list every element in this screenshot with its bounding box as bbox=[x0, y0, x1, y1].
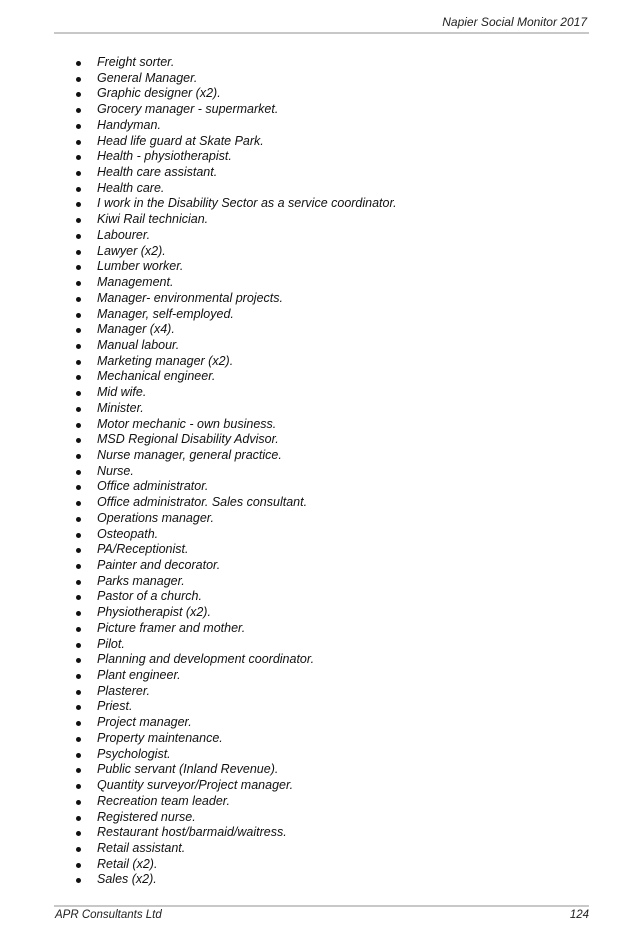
list-item-text: Nurse manager, general practice. bbox=[97, 447, 282, 462]
bullet-icon bbox=[76, 218, 81, 223]
list-item bbox=[56, 511, 576, 527]
occupation-list bbox=[56, 55, 576, 888]
bullet-icon bbox=[76, 816, 81, 821]
bullet-icon bbox=[76, 564, 81, 569]
list-item bbox=[56, 228, 576, 244]
list-item-text: Public servant (Inland Revenue). bbox=[97, 762, 279, 777]
list-item bbox=[56, 857, 576, 873]
list-item bbox=[56, 731, 576, 747]
bullet-icon bbox=[76, 423, 81, 428]
list-item-text: Manager- environmental projects. bbox=[97, 290, 283, 305]
list-item bbox=[56, 778, 576, 794]
list-item-text: Management. bbox=[97, 275, 174, 290]
list-item-text: Pastor of a church. bbox=[97, 589, 202, 604]
list-item-text: Project manager. bbox=[97, 715, 192, 730]
list-item-text: Kiwi Rail technician. bbox=[97, 212, 209, 227]
list-item bbox=[56, 181, 576, 197]
list-item-text: Restaurant host/barmaid/waitress. bbox=[97, 825, 287, 840]
bullet-icon bbox=[76, 281, 81, 286]
list-item bbox=[56, 102, 576, 118]
list-item-text: Physiotherapist (x2). bbox=[97, 605, 211, 620]
list-item-text: Grocery manager - supermarket. bbox=[97, 102, 279, 117]
list-item bbox=[56, 872, 576, 888]
list-item-text: Manager (x4). bbox=[97, 322, 175, 337]
bullet-icon bbox=[76, 627, 81, 632]
list-item bbox=[56, 684, 576, 700]
list-item-text: I work in the Disability Sector as a service coordinator. bbox=[97, 196, 397, 211]
list-item-text: Health - physiotherapist. bbox=[97, 149, 232, 164]
list-item bbox=[56, 747, 576, 763]
list-item bbox=[56, 637, 576, 653]
bullet-icon bbox=[76, 155, 81, 160]
list-item-text: Retail assistant. bbox=[97, 840, 186, 855]
bullet-icon bbox=[76, 517, 81, 522]
list-item-text: Planning and development coordinator. bbox=[97, 652, 315, 667]
bullet-icon bbox=[76, 313, 81, 318]
bullet-icon bbox=[76, 328, 81, 333]
list-item bbox=[56, 259, 576, 275]
list-item bbox=[56, 479, 576, 495]
footer-divider bbox=[54, 905, 589, 907]
bullet-icon bbox=[76, 753, 81, 758]
list-item-text: Motor mechanic - own business. bbox=[97, 416, 277, 431]
list-item bbox=[56, 574, 576, 590]
bullet-icon bbox=[76, 407, 81, 412]
list-item-text: Office administrator. Sales consultant. bbox=[97, 495, 308, 510]
bullet-icon bbox=[76, 595, 81, 600]
footer-page-number: 124 bbox=[569, 909, 589, 921]
bullet-icon bbox=[76, 391, 81, 396]
bullet-icon bbox=[76, 297, 81, 302]
list-item-text: Labourer. bbox=[97, 227, 151, 242]
list-item-text: Mechanical engineer. bbox=[97, 369, 216, 384]
bullet-icon bbox=[76, 344, 81, 349]
list-item-text: Office administrator. bbox=[97, 479, 209, 494]
list-item bbox=[56, 558, 576, 574]
bullet-icon bbox=[76, 548, 81, 553]
list-item bbox=[56, 55, 576, 71]
list-item bbox=[56, 212, 576, 228]
bullet-icon bbox=[76, 878, 81, 883]
header-divider bbox=[54, 32, 589, 34]
list-item bbox=[56, 354, 576, 370]
list-item bbox=[56, 149, 576, 165]
list-item-text: PA/Receptionist. bbox=[97, 542, 189, 557]
list-item-text: Parks manager. bbox=[97, 573, 185, 588]
list-item bbox=[56, 118, 576, 134]
bullet-icon bbox=[76, 187, 81, 192]
page-header-title: Napier Social Monitor 2017 bbox=[442, 15, 587, 29]
list-item-text: Recreation team leader. bbox=[97, 793, 230, 808]
list-item bbox=[56, 307, 576, 323]
list-item bbox=[56, 134, 576, 150]
list-item bbox=[56, 244, 576, 260]
bullet-icon bbox=[76, 77, 81, 82]
list-item-text: Graphic designer (x2). bbox=[97, 86, 221, 101]
bullet-icon bbox=[76, 234, 81, 239]
list-item-text: Painter and decorator. bbox=[97, 558, 221, 572]
list-item bbox=[56, 385, 576, 401]
bullet-icon bbox=[76, 705, 81, 710]
bullet-icon bbox=[76, 737, 81, 742]
list-item bbox=[56, 794, 576, 810]
list-item bbox=[56, 841, 576, 857]
bullet-icon bbox=[76, 470, 81, 475]
bullet-icon bbox=[76, 690, 81, 695]
list-item bbox=[56, 275, 576, 291]
list-item bbox=[56, 291, 576, 307]
list-item bbox=[56, 448, 576, 464]
bullet-icon bbox=[76, 250, 81, 255]
bullet-icon bbox=[76, 265, 81, 270]
list-item-text: Marketing manager (x2). bbox=[97, 353, 234, 368]
list-item bbox=[56, 825, 576, 841]
list-item bbox=[56, 464, 576, 480]
bullet-icon bbox=[76, 611, 81, 616]
list-item-text: Freight sorter. bbox=[97, 55, 175, 69]
list-item bbox=[56, 369, 576, 385]
list-item-text: Plasterer. bbox=[97, 683, 151, 698]
list-item bbox=[56, 401, 576, 417]
list-item-text: Lumber worker. bbox=[97, 259, 184, 274]
bullet-icon bbox=[76, 863, 81, 868]
bullet-icon bbox=[76, 658, 81, 663]
list-item bbox=[56, 589, 576, 605]
bullet-icon bbox=[76, 202, 81, 207]
bullet-icon bbox=[76, 438, 81, 443]
list-item-text: Nurse. bbox=[97, 463, 134, 478]
bullet-icon bbox=[76, 501, 81, 506]
bullet-icon bbox=[76, 768, 81, 773]
bullet-icon bbox=[76, 674, 81, 679]
list-item bbox=[56, 621, 576, 637]
list-item-text: Registered nurse. bbox=[97, 809, 196, 824]
bullet-icon bbox=[76, 580, 81, 585]
list-item-text: Retail (x2). bbox=[97, 856, 158, 871]
bullet-icon bbox=[76, 108, 81, 113]
list-item bbox=[56, 165, 576, 181]
bullet-icon bbox=[76, 784, 81, 789]
list-item-text: Priest. bbox=[97, 699, 133, 714]
list-item-text: Health care assistant. bbox=[97, 165, 218, 180]
list-item bbox=[56, 86, 576, 102]
list-item-text: Property maintenance. bbox=[97, 730, 223, 745]
bullet-icon bbox=[76, 124, 81, 129]
list-item bbox=[56, 652, 576, 668]
list-item-text: Mid wife. bbox=[97, 385, 147, 400]
list-item bbox=[56, 542, 576, 558]
list-item-text: Handyman. bbox=[97, 117, 161, 132]
list-item bbox=[56, 196, 576, 212]
list-item-text: MSD Regional Disability Advisor. bbox=[97, 432, 279, 447]
bullet-icon bbox=[76, 643, 81, 648]
list-item-text: Head life guard at Skate Park. bbox=[97, 133, 264, 148]
list-item-text: Manager, self-employed. bbox=[97, 306, 234, 321]
list-item bbox=[56, 715, 576, 731]
list-item bbox=[56, 762, 576, 778]
list-item-text: Psychologist. bbox=[97, 746, 171, 761]
bullet-icon bbox=[76, 375, 81, 380]
bullet-icon bbox=[76, 61, 81, 66]
list-item-text: Pilot. bbox=[97, 636, 125, 651]
list-item bbox=[56, 810, 576, 826]
bullet-icon bbox=[76, 800, 81, 805]
list-item-text: Picture framer and mother. bbox=[97, 620, 246, 635]
list-item bbox=[56, 432, 576, 448]
list-item-text: Operations manager. bbox=[97, 510, 214, 525]
list-item-text: Minister. bbox=[97, 400, 144, 415]
list-item-text: Sales (x2). bbox=[97, 872, 157, 887]
list-item-text: Osteopath. bbox=[97, 526, 159, 541]
list-item bbox=[56, 338, 576, 354]
list-item-text: Health care. bbox=[97, 180, 165, 195]
list-item bbox=[56, 668, 576, 684]
bullet-icon bbox=[76, 485, 81, 490]
list-item bbox=[56, 605, 576, 621]
list-item bbox=[56, 71, 576, 87]
list-item bbox=[56, 527, 576, 543]
bullet-icon bbox=[76, 454, 81, 459]
bullet-icon bbox=[76, 533, 81, 538]
bullet-icon bbox=[76, 360, 81, 365]
bullet-icon bbox=[76, 140, 81, 145]
list-item bbox=[56, 699, 576, 715]
bullet-icon bbox=[76, 171, 81, 176]
list-item-text: Manual labour. bbox=[97, 337, 180, 352]
list-item-text: General Manager. bbox=[97, 70, 198, 85]
list-item bbox=[56, 417, 576, 433]
list-item bbox=[56, 322, 576, 338]
bullet-icon bbox=[76, 847, 81, 852]
bullet-icon bbox=[76, 831, 81, 836]
list-item-text: Quantity surveyor/Project manager. bbox=[97, 778, 294, 793]
list-item bbox=[56, 495, 576, 511]
bullet-icon bbox=[76, 721, 81, 726]
footer-company-name: APR Consultants Ltd bbox=[55, 909, 162, 921]
bullet-icon bbox=[76, 92, 81, 97]
list-item-text: Lawyer (x2). bbox=[97, 243, 166, 258]
list-item-text: Plant engineer. bbox=[97, 668, 181, 683]
